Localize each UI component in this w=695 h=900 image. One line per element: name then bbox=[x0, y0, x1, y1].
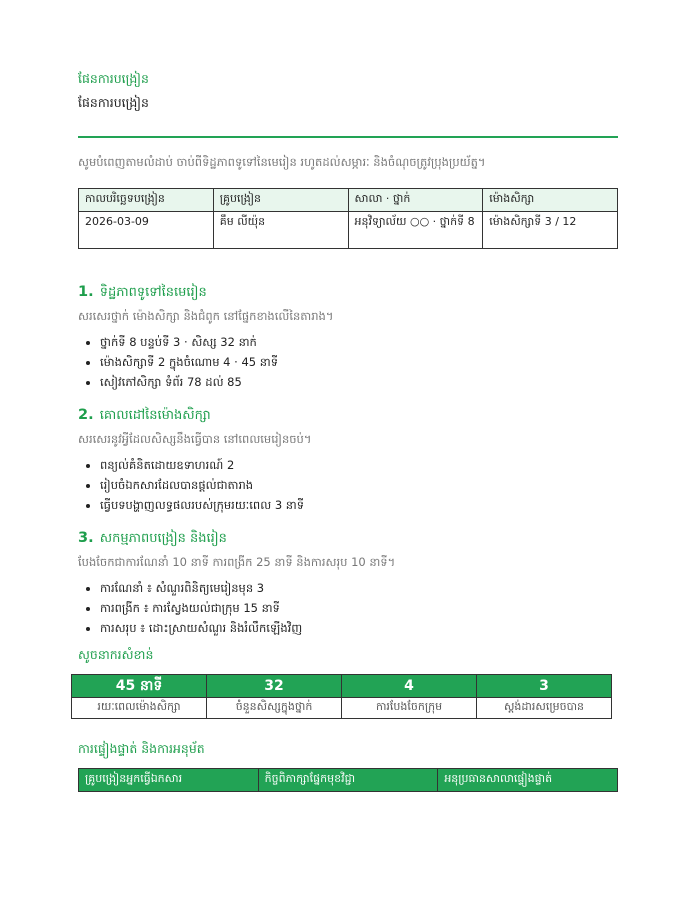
list-item: • ពន្យល់គំនិតដោយឧទាហរណ៍ 2 bbox=[100, 455, 618, 475]
section-title: ទិដ្ឋភាពទូទៅនៃមេរៀន bbox=[99, 285, 207, 300]
list-item: • ធ្វើបទបង្ហាញលទ្ធផលរបស់ក្រុមរយៈពេល 3 នាទី bbox=[100, 495, 618, 515]
list-item: • សៀវភៅសិក្សា ទំព័រ 78 ដល់ 85 bbox=[100, 372, 618, 392]
title-divider bbox=[78, 136, 618, 138]
meta-value-period[interactable]: ម៉ោងសិក្សាទី 3 / 12 bbox=[483, 212, 618, 249]
stat-label-standards: ស្តង់ដារសម្រេចបាន bbox=[477, 698, 612, 719]
instruction-text: សូមបំពេញតាមលំដាប់ ចាប់ពីទិដ្ឋភាពទូទៅនៃមេរៀន រហូតដល់សម្ភារៈ និងចំណុចត្រូវប្រុងប្រយ័ត្ន។ bbox=[78, 155, 486, 169]
stat-label-groups: ការបែងចែកក្រុម bbox=[342, 698, 477, 719]
meta-header-teacher: គ្រូបង្រៀន bbox=[213, 189, 348, 212]
section-number: 1. bbox=[78, 284, 94, 300]
meta-header-school-class: សាលា · ថ្នាក់ bbox=[348, 189, 483, 212]
section-1-list bbox=[78, 332, 618, 392]
section-2-list bbox=[78, 455, 618, 515]
meta-value-teacher[interactable]: គឹម លីយ៉ុន bbox=[213, 212, 348, 249]
meta-header-period: ម៉ោងសិក្សា bbox=[483, 189, 618, 212]
section-2-heading bbox=[78, 406, 618, 425]
section-2-note: សរសេរនូវអ្វីដែលសិស្សនឹងធ្វើបាន នៅពេលមេរៀនចប់។ bbox=[78, 432, 312, 446]
section-1-note: សរសេរថ្នាក់ ម៉ោងសិក្សា និងជំពូក នៅផ្នែកខាងលើនៃតារាង។ bbox=[78, 309, 334, 323]
list-item: • ការណែនាំ ៖ សំណួរពិនិត្យមេរៀនមុន 3 bbox=[100, 578, 618, 598]
list-item: • ការពង្រីក ៖ ការស្វែងយល់ជាក្រុម 15 នាទី bbox=[100, 598, 618, 618]
stat-value-standards: 3 bbox=[477, 675, 612, 698]
section-3-list bbox=[78, 578, 618, 638]
stat-label-students: ចំនួនសិស្សក្នុងថ្នាក់ bbox=[207, 698, 342, 719]
lesson-plan-document bbox=[78, 70, 618, 638]
signoff-cell-vice-principal[interactable]: អនុប្រធានសាលាផ្ទៀងផ្ទាត់ bbox=[438, 769, 618, 792]
list-item: • ការសរុប ៖ ដោះស្រាយសំណួរ និងរំលឹកឡើងវិញ bbox=[100, 618, 618, 638]
section-title: គោលដៅនៃម៉ោងសិក្សា bbox=[99, 408, 211, 423]
list-item: • ថ្នាក់ទី 8 បន្ទប់ទី 3 · សិស្ស 32 នាក់ bbox=[100, 332, 618, 352]
stat-label-duration: រយៈពេលម៉ោងសិក្សា bbox=[72, 698, 207, 719]
section-number: 2. bbox=[78, 407, 94, 423]
signoff-block bbox=[78, 740, 618, 792]
document-subtitle: ផែនការបង្រៀន bbox=[78, 95, 149, 110]
lesson-meta-table bbox=[78, 188, 618, 249]
section-3-heading bbox=[78, 529, 618, 548]
key-numbers-block bbox=[78, 646, 618, 713]
key-numbers-heading: សូចនាករសំខាន់ bbox=[78, 647, 154, 662]
section-1-heading bbox=[78, 283, 618, 302]
list-item: • ម៉ោងសិក្សាទី 2 ក្នុងចំណោម 4 · 45 នាទី bbox=[100, 352, 618, 372]
list-item: • រៀបចំឯកសារដែលបានផ្តល់ជាតារាង bbox=[100, 475, 618, 495]
meta-value-date[interactable]: 2026-03-09 bbox=[79, 212, 214, 249]
signoff-table bbox=[78, 768, 618, 792]
signoff-heading: ការផ្ទៀងផ្ទាត់ និងការអនុម័ត bbox=[78, 741, 205, 756]
stat-value-groups: 4 bbox=[342, 675, 477, 698]
signoff-cell-author[interactable]: គ្រូបង្រៀនអ្នកធ្វើឯកសារ bbox=[79, 769, 259, 792]
document-title: ផែនការបង្រៀន bbox=[78, 71, 149, 86]
section-3-note: បែងចែកជាការណែនាំ 10 នាទី ការពង្រីក 25 នាទី និងការសរុប 10 នាទី។ bbox=[78, 555, 396, 569]
signoff-cell-subject-review[interactable]: កិច្ចពិភាក្សាផ្នែកមុខវិជ្ជា bbox=[258, 769, 438, 792]
section-title: សកម្មភាពបង្រៀន និងរៀន bbox=[99, 531, 227, 546]
meta-value-school-class[interactable]: អនុវិទ្យាល័យ ○○ · ថ្នាក់ទី 8 bbox=[348, 212, 483, 249]
meta-header-date: កាលបរិច្ឆេទបង្រៀន bbox=[79, 189, 214, 212]
stat-value-students: 32 bbox=[207, 675, 342, 698]
key-numbers-table bbox=[71, 674, 612, 719]
stat-value-duration: 45 នាទី bbox=[72, 675, 207, 698]
section-number: 3. bbox=[78, 530, 94, 546]
